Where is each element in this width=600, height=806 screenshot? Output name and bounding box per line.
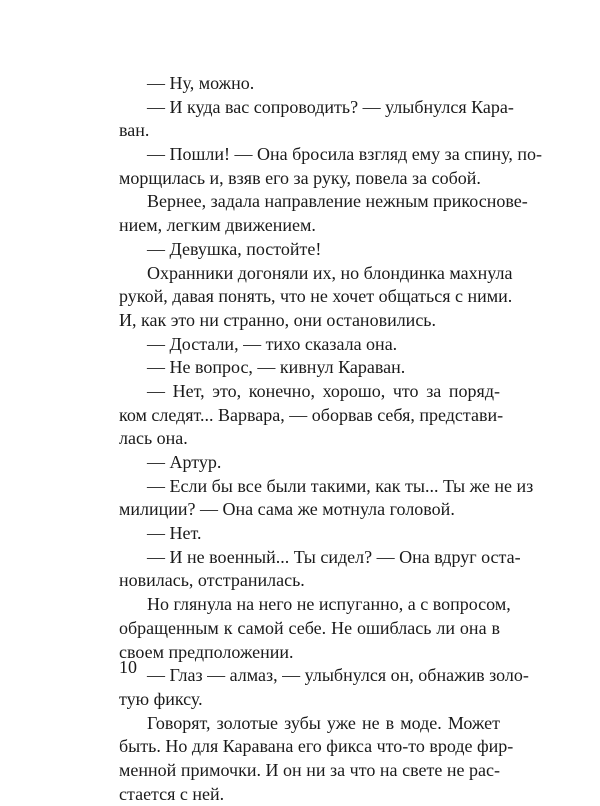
text-line: лась она. (119, 428, 188, 449)
text-line: — Нет, это, конечно, хорошо, что за поряд- (147, 380, 500, 401)
text-line: — Не вопрос, — кивнул Караван. (147, 357, 406, 378)
page-number: 10 (119, 657, 137, 677)
text-line: рукой, давая понять, что не хочет общаться с ними. (119, 286, 513, 307)
text-line: — Пошли! — Она бросила взгляд ему за спину, по- (147, 144, 542, 165)
text-line: стается с ней. (119, 783, 225, 804)
text-line: Говорят, золотые зубы уже не в моде. Может (147, 712, 500, 733)
text-line: — И не военный... Ты сидел? — Она вдруг оста- (147, 546, 521, 567)
text-line: Охранники догоняли их, но блондинка махнула (147, 262, 513, 283)
text-line: — Достали, — тихо сказала она. (147, 333, 398, 354)
text-line: милиции? — Она сама же мотнула головой. (119, 499, 455, 520)
text-line: — Девушка, постойте! (147, 238, 322, 259)
text-line: Вернее, задала направление нежным прикоснове- (147, 191, 528, 212)
text-line: И, как это ни странно, они остановились. (119, 309, 437, 330)
text-line: менной примочки. И он ни за что на свете не рас- (119, 759, 500, 780)
text-line: Но глянула на него не испуганно, а с вопросом, (147, 594, 511, 615)
text-line: своем предположении. (119, 641, 294, 662)
page-text (119, 72, 542, 806)
text-line: новилась, отстранилась. (119, 570, 305, 591)
text-line: — Ну, можно. (147, 73, 255, 93)
text-line: — И куда вас сопроводить? — улыбнулся Кара- (147, 96, 514, 117)
text-line: обращенным к самой себе. Не ошиблась ли она в (119, 617, 500, 638)
text-line: — Артур. (147, 452, 222, 472)
text-line: — Глаз — алмаз, — улыбнулся он, обнажив золо- (147, 665, 529, 686)
text-line: морщилась и, взяв его за руку, повела за собой. (119, 167, 481, 188)
text-line: быть. Но для Каравана его фикса что-то вроде фир- (119, 736, 514, 757)
text-line: ван. (119, 120, 150, 141)
text-line: — Нет. (147, 523, 202, 544)
text-line: нием, легким движением. (119, 215, 316, 236)
text-line: — Если бы все были такими, как ты... Ты же не из (147, 475, 534, 496)
text-line: ком следят... Варвара, — оборвав себя, представи- (119, 404, 504, 425)
text-line: тую фиксу. (119, 688, 203, 709)
